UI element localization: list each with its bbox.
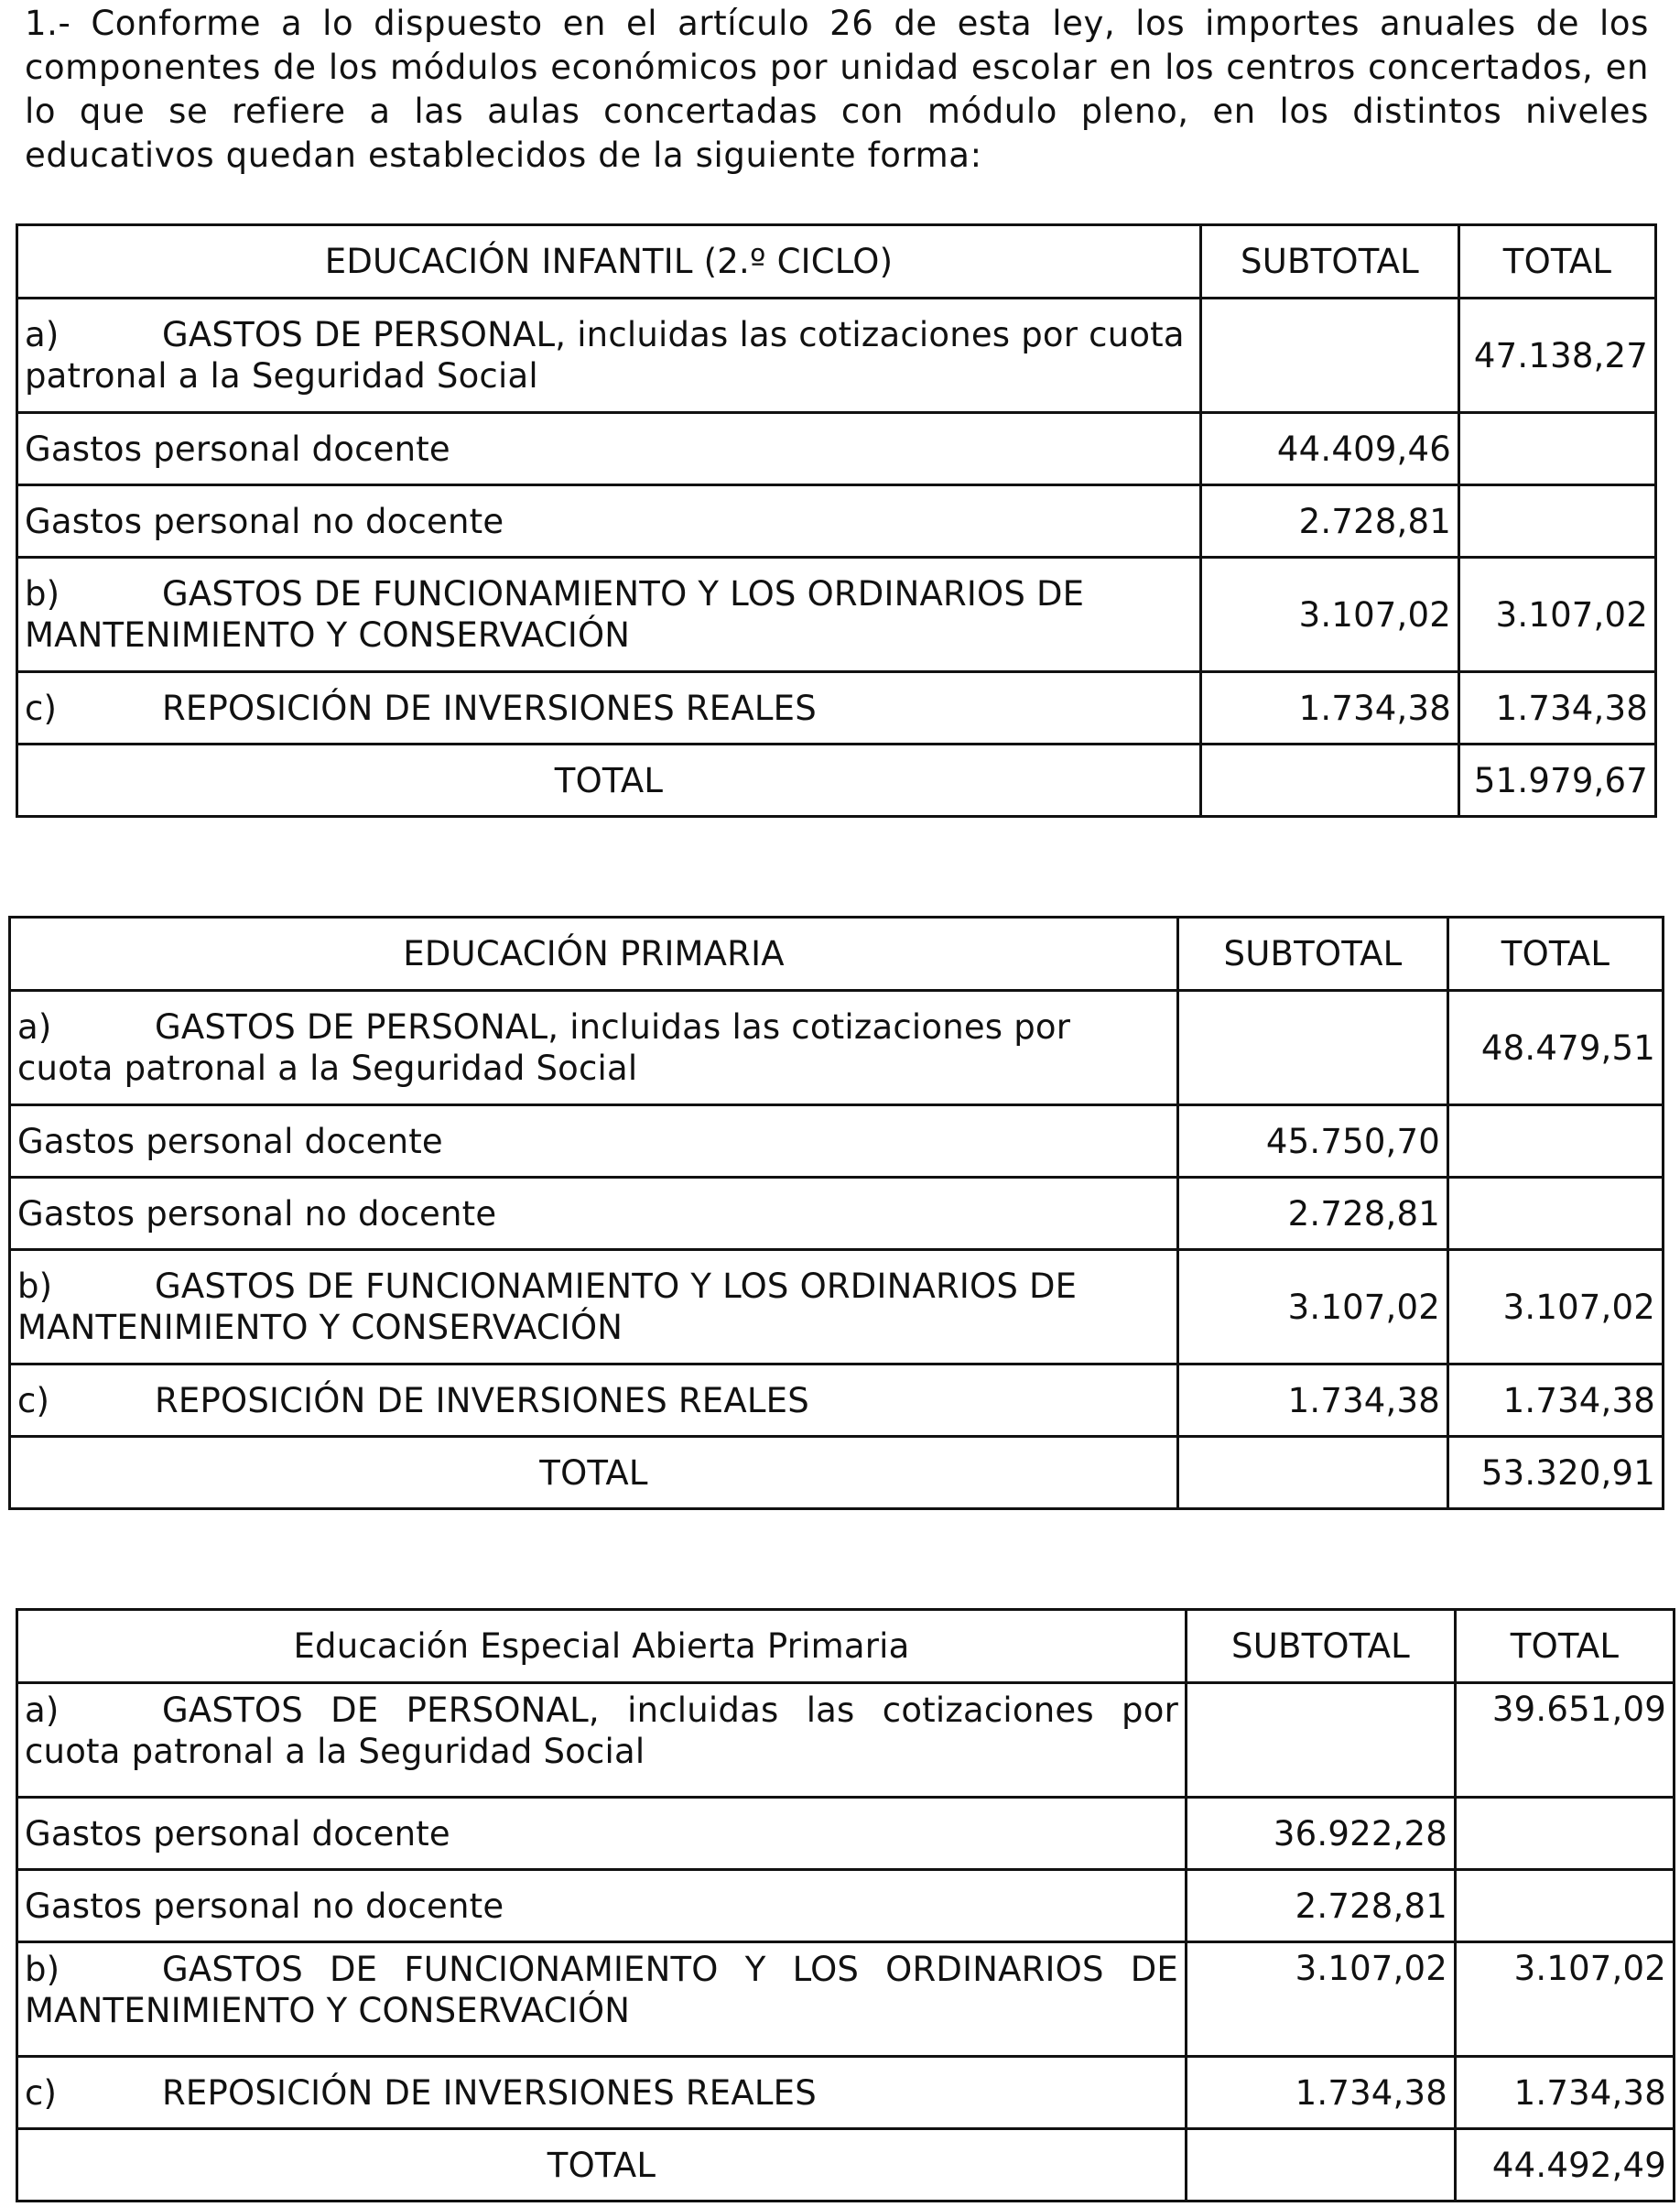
- total-cell: 1.734,38: [1456, 2057, 1675, 2129]
- total-cell: [1459, 413, 1656, 485]
- row-label: Gastos personal no docente: [17, 485, 1201, 558]
- total-cell: 39.651,09: [1456, 1683, 1675, 1798]
- row-letter: c): [25, 2072, 58, 2113]
- total-column-header: TOTAL: [1456, 1610, 1675, 1683]
- subtotal-cell: 3.107,02: [1201, 558, 1459, 672]
- total-row-label: TOTAL: [17, 745, 1201, 817]
- row-text: GASTOS DE FUNCIONAMIENTO Y LOS ORDINARIOS DE MANTENIMIENTO Y CONSERVACIÓN: [25, 1950, 1178, 2030]
- total-cell: [1448, 1105, 1664, 1178]
- module-table-primaria: [8, 916, 1664, 1510]
- subtotal-cell: 3.107,02: [1187, 1942, 1456, 2057]
- total-cell: [1456, 1798, 1675, 1870]
- row-letter: a): [25, 1691, 60, 1730]
- table-row: [10, 1105, 1664, 1178]
- total-row-label: TOTAL: [10, 1437, 1178, 1509]
- table-row: [17, 1942, 1675, 2057]
- subtotal-cell: [1178, 1437, 1448, 1509]
- row-label: [17, 299, 1201, 413]
- row-label: [17, 672, 1201, 745]
- grand-total-cell: 51.979,67: [1459, 745, 1656, 817]
- total-cell: [1448, 1178, 1664, 1250]
- total-cell: 3.107,02: [1448, 1250, 1664, 1364]
- subtotal-cell: [1201, 299, 1459, 413]
- row-label: [17, 1942, 1187, 2057]
- row-label: Gastos personal no docente: [10, 1178, 1178, 1250]
- table-title: EDUCACIÓN PRIMARIA: [10, 918, 1178, 991]
- table-row: [17, 1798, 1675, 1870]
- subtotal-column-header: SUBTOTAL: [1201, 225, 1459, 299]
- row-letter: b): [17, 1267, 53, 1306]
- module-table-especial: [16, 1608, 1675, 2202]
- row-text: GASTOS DE PERSONAL, incluidas las cotizaciones por cuota patronal a la Seguridad Social: [25, 315, 1185, 396]
- row-text: REPOSICIÓN DE INVERSIONES REALES: [162, 688, 817, 728]
- total-cell: 3.107,02: [1456, 1942, 1675, 2057]
- total-cell: [1456, 1870, 1675, 1942]
- total-column-header: TOTAL: [1459, 225, 1656, 299]
- table-row: [10, 1250, 1664, 1364]
- row-label: Gastos personal docente: [17, 1798, 1187, 1870]
- table-total-row: [17, 2129, 1675, 2202]
- subtotal-cell: 1.734,38: [1178, 1364, 1448, 1437]
- total-cell: 1.734,38: [1448, 1364, 1664, 1437]
- row-label: Gastos personal docente: [17, 413, 1201, 485]
- total-cell: 48.479,51: [1448, 991, 1664, 1105]
- subtotal-cell: [1187, 1683, 1456, 1798]
- table-row: [17, 485, 1656, 558]
- subtotal-cell: 2.728,81: [1178, 1178, 1448, 1250]
- subtotal-cell: [1187, 2129, 1456, 2202]
- subtotal-cell: 1.734,38: [1201, 672, 1459, 745]
- table-row: [17, 672, 1656, 745]
- grand-total-cell: 53.320,91: [1448, 1437, 1664, 1509]
- row-label: [17, 2057, 1187, 2129]
- subtotal-cell: 45.750,70: [1178, 1105, 1448, 1178]
- table-row: [17, 558, 1656, 672]
- total-cell: 1.734,38: [1459, 672, 1656, 745]
- table-total-row: [10, 1437, 1664, 1509]
- subtotal-column-header: SUBTOTAL: [1178, 918, 1448, 991]
- row-text: REPOSICIÓN DE INVERSIONES REALES: [155, 1380, 809, 1420]
- grand-total-cell: 44.492,49: [1456, 2129, 1675, 2202]
- table-row: [17, 1683, 1675, 1798]
- row-letter: b): [25, 574, 60, 614]
- subtotal-cell: 3.107,02: [1178, 1250, 1448, 1364]
- row-text: GASTOS DE FUNCIONAMIENTO Y LOS ORDINARIOS DE MANTENIMIENTO Y CONSERVACIÓN: [17, 1267, 1078, 1347]
- row-letter: b): [25, 1950, 60, 1989]
- table-header-row: [17, 1610, 1675, 1683]
- subtotal-column-header: SUBTOTAL: [1187, 1610, 1456, 1683]
- row-label: [10, 1364, 1178, 1437]
- subtotal-cell: 2.728,81: [1187, 1870, 1456, 1942]
- table-title: EDUCACIÓN INFANTIL (2.º CICLO): [17, 225, 1201, 299]
- table-row: [17, 299, 1656, 413]
- module-table-infantil: [16, 223, 1657, 818]
- row-label: Gastos personal no docente: [17, 1870, 1187, 1942]
- row-text: REPOSICIÓN DE INVERSIONES REALES: [162, 2072, 817, 2113]
- subtotal-cell: 44.409,46: [1201, 413, 1459, 485]
- table-row: [10, 1364, 1664, 1437]
- row-label: [17, 558, 1201, 672]
- table-total-row: [17, 745, 1656, 817]
- row-text: GASTOS DE PERSONAL, incluidas las cotizaciones por cuota patronal a la Seguridad Social: [25, 1691, 1178, 1771]
- table-header-row: [17, 225, 1656, 299]
- table-row: [17, 413, 1656, 485]
- row-letter: a): [25, 315, 60, 354]
- subtotal-cell: 2.728,81: [1201, 485, 1459, 558]
- row-label: Gastos personal docente: [10, 1105, 1178, 1178]
- table-row: [17, 2057, 1675, 2129]
- total-row-label: TOTAL: [17, 2129, 1187, 2202]
- subtotal-cell: 36.922,28: [1187, 1798, 1456, 1870]
- row-letter: c): [17, 1380, 50, 1420]
- row-text: GASTOS DE FUNCIONAMIENTO Y LOS ORDINARIOS DE MANTENIMIENTO Y CONSERVACIÓN: [25, 574, 1085, 655]
- table-row: [10, 991, 1664, 1105]
- subtotal-cell: [1178, 991, 1448, 1105]
- subtotal-cell: 1.734,38: [1187, 2057, 1456, 2129]
- table-row: [17, 1870, 1675, 1942]
- table-row: [10, 1178, 1664, 1250]
- row-label: [17, 1683, 1187, 1798]
- row-label: [10, 1250, 1178, 1364]
- subtotal-cell: [1201, 745, 1459, 817]
- row-text: GASTOS DE PERSONAL, incluidas las cotizaciones por cuota patronal a la Seguridad Social: [17, 1007, 1071, 1088]
- total-cell: [1459, 485, 1656, 558]
- total-column-header: TOTAL: [1448, 918, 1664, 991]
- row-letter: c): [25, 688, 58, 728]
- table-header-row: [10, 918, 1664, 991]
- row-label: [10, 991, 1178, 1105]
- row-letter: a): [17, 1007, 52, 1047]
- total-cell: 3.107,02: [1459, 558, 1656, 672]
- total-cell: 47.138,27: [1459, 299, 1656, 413]
- intro-paragraph: 1.- Conforme a lo dispuesto en el artículo 26 de esta ley, los importes anuales de los componentes de los módulos económicos por unidad escolar en los centros concertados, en lo que se refiere a las aulas concertadas con módulo pleno, en los distintos niveles educativos quedan establecidos de la siguiente forma:: [25, 4, 1649, 175]
- table-title: Educación Especial Abierta Primaria: [17, 1610, 1187, 1683]
